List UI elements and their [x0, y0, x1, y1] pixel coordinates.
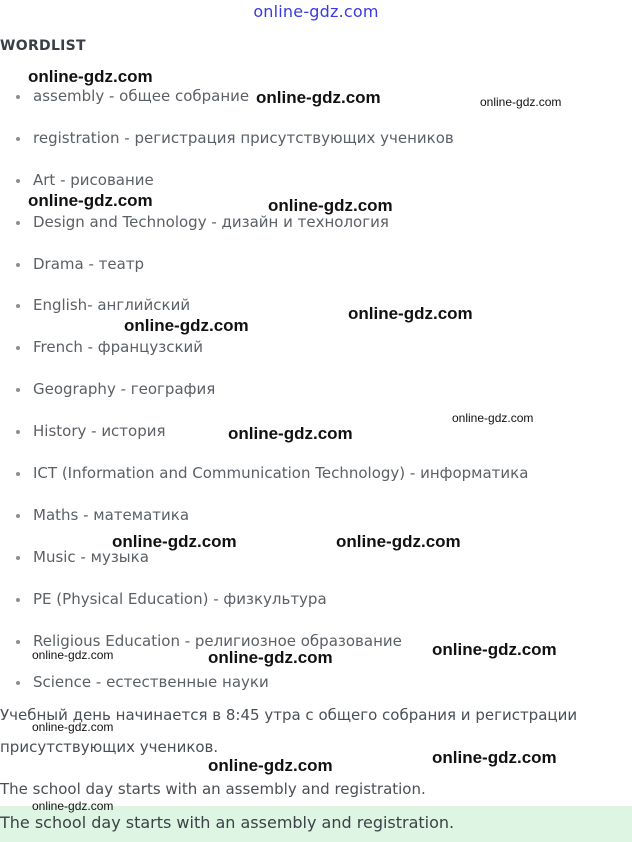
- watermark-text: online-gdz.com: [32, 799, 114, 813]
- bullet-icon: [16, 388, 20, 392]
- wordlist-item-text: Religious Education - религиозное образование: [33, 631, 402, 650]
- watermark-text: online-gdz.com: [28, 67, 153, 86]
- russian-paragraph: Учебный день начинается в 8:45 утра с общего собрания и регистрации присутствующих учеников.: [0, 706, 578, 756]
- bullet-icon: [16, 430, 20, 434]
- wordlist-item-text: PE (Physical Education) - физкультура: [33, 589, 327, 608]
- bullet-icon: [16, 556, 20, 560]
- watermark-text: online-gdz.com: [256, 88, 381, 107]
- wordlist-heading: WORDLIST: [0, 38, 86, 54]
- wordlist-item: [0, 250, 528, 292]
- wordlist-item-text: Geography - география: [33, 380, 216, 399]
- wordlist-item-text: Drama - театр: [33, 254, 145, 273]
- wordlist-item-text: Music - музыка: [33, 547, 149, 566]
- watermark-text: online-gdz.com: [268, 196, 393, 215]
- watermark-text: online-gdz.com: [32, 648, 114, 662]
- bullet-icon: [16, 640, 20, 644]
- watermark-text: online-gdz.com: [348, 304, 473, 323]
- wordlist-item-text: Art - рисование: [33, 170, 154, 189]
- bullet-icon: [16, 263, 20, 267]
- wordlist-item: [0, 208, 528, 250]
- watermark-text: online-gdz.com: [28, 191, 153, 210]
- watermark-text: online-gdz.com: [336, 532, 461, 551]
- watermark-text: online-gdz.com: [432, 748, 557, 767]
- bullet-icon: [16, 304, 20, 308]
- bullet-icon: [16, 221, 20, 225]
- top-watermark: online-gdz.com: [253, 2, 379, 21]
- bullet-icon: [16, 346, 20, 350]
- wordlist-item-text: assembly - общее собрание: [33, 87, 250, 105]
- bullet-icon: [16, 514, 20, 518]
- watermark-text: online-gdz.com: [208, 756, 333, 775]
- bullet-icon: [16, 598, 20, 602]
- wordlist-item-text: Science - естественные науки: [33, 673, 269, 692]
- bullet-icon: [16, 681, 20, 685]
- watermark-text: online-gdz.com: [32, 720, 114, 734]
- wordlist-item: [0, 124, 528, 166]
- wordlist-item-text: English- английский: [33, 296, 191, 315]
- wordlist-item-text: Design and Technology - дизайн и технология: [33, 212, 389, 231]
- watermark-text: online-gdz.com: [480, 95, 562, 109]
- wordlist-item-text: History - история: [33, 422, 166, 441]
- watermark-text: online-gdz.com: [208, 648, 333, 667]
- wordlist-item: [0, 375, 528, 417]
- wordlist-item: [0, 585, 528, 627]
- watermark-text: online-gdz.com: [112, 532, 237, 551]
- wordlist-item-text: registration - регистрация присутствующих учеников: [33, 128, 454, 147]
- bullet-icon: [16, 179, 20, 183]
- wordlist-item-text: ICT (Information and Communication Technology) - информатика: [33, 464, 529, 483]
- wordlist-item: [0, 333, 528, 375]
- wordlist-item-text: French - французский: [33, 338, 204, 357]
- watermark-text: online-gdz.com: [228, 424, 353, 443]
- wordlist-item-text: Maths - математика: [33, 505, 190, 524]
- watermark-text: online-gdz.com: [452, 411, 534, 425]
- highlighted-sentence: The school day starts with an assembly and registration.: [0, 813, 455, 832]
- watermark-text: online-gdz.com: [432, 640, 557, 659]
- english-paragraph: The school day starts with an assembly and registration.: [0, 780, 426, 798]
- bullet-icon: [16, 95, 20, 99]
- wordlist-item: [0, 459, 528, 501]
- wordlist: [0, 82, 528, 710]
- bullet-icon: [16, 472, 20, 476]
- watermark-text: online-gdz.com: [124, 316, 249, 335]
- bullet-icon: [16, 137, 20, 141]
